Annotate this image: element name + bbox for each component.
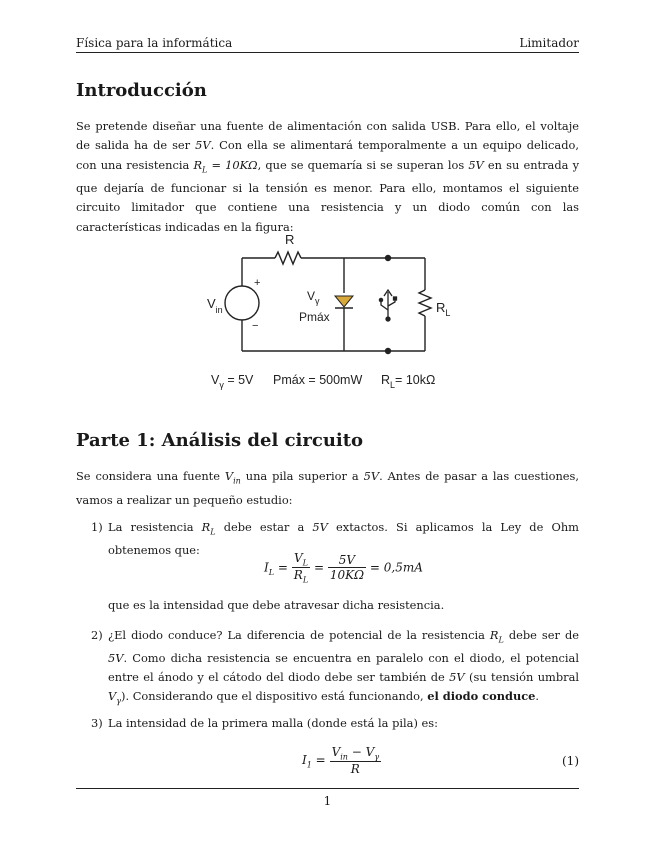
caption-rl: $R_L= 10k\Omega$ bbox=[381, 373, 436, 390]
junction-dot-top bbox=[385, 255, 391, 261]
label-vin: $V_{in}$ bbox=[207, 296, 223, 315]
junction-dot-bottom bbox=[385, 348, 391, 354]
footer-rule bbox=[76, 788, 579, 789]
equation-first-mesh: $I_1$ = $\frac{V_{in} - V_\gamma}{R}$ bbox=[302, 745, 380, 777]
label-plus: + bbox=[254, 277, 261, 289]
label-minus: − bbox=[252, 320, 259, 332]
part1-intro-paragraph: Se considera una fuente $V_{in}$ una pila superior a 5V. Antes de pasar a las cuestiones, vamos a realizar un pequeño estudio: bbox=[76, 469, 579, 507]
label-rl: $R_L$ bbox=[436, 300, 451, 318]
usb-icon bbox=[379, 290, 396, 321]
section-title-parte1: Parte 1: Análisis del circuito bbox=[76, 430, 364, 451]
section-title-introduccion: Introducción bbox=[76, 80, 207, 101]
list-item-3: 3) La intensidad de la primera malla (donde está la pila) es: bbox=[91, 716, 438, 730]
voltage-source-symbol bbox=[225, 286, 259, 320]
limiter-circuit-diagram bbox=[195, 228, 457, 392]
equation-ohm-law: $I_L$ = $\frac{V_L}{R_L}$ = $\frac{5V}{10K\Omega}$ = 0,5mA bbox=[264, 551, 423, 585]
diode-symbol bbox=[335, 296, 353, 307]
list-item-1-followup: que es la intensidad que debe atravesar dicha resistencia. bbox=[108, 598, 445, 612]
header-topic: Limitador bbox=[519, 36, 579, 50]
label-pmax: Pmáx bbox=[299, 310, 330, 324]
intro-paragraph: Se pretende diseñar una fuente de alimentación con salida USB. Para ello, el voltaje de salida ha de ser 5V. Con ella se alimentará temporalmente a un equipo delicado, con una resistencia $R_L = 10K\Omega$, que se quemaría si se superan los 5V en su entrada y que dejaría de funcionar si la tensión es menor. Para ello, montamos el siguiente circuito limitador que contiene una resistencia y un diodo común con las características indicadas en la figura: bbox=[76, 119, 580, 234]
page-number: 1 bbox=[323, 794, 332, 808]
list-item-2: 2) ¿El diodo conduce? La diferencia de potencial de la resistencia $R_L$ debe ser de 5V. Como dicha resistencia se encuentra en paralelo con el diodo, el potencial entre el ánodo y el cátodo del diodo debe ser también de 5V (su tensión umbral $V_\gamma$). Considerando que el dispositivo está funcionando, el diodo conduce. bbox=[91, 628, 580, 706]
circuit-wires bbox=[242, 252, 431, 351]
label-vgamma: $V_\gamma$ bbox=[307, 289, 320, 306]
resistor-r-symbol bbox=[275, 252, 301, 264]
list-item-1: 1) La resistencia $R_L$ debe estar a 5V extactos. Si aplicamos la Ley de Ohm obtenemos que: bbox=[91, 520, 579, 558]
equation-number: (1) bbox=[562, 754, 579, 768]
label-r: R bbox=[285, 232, 295, 247]
resistor-rl-symbol bbox=[419, 290, 431, 316]
caption-pmax: Pmáx = 500mW bbox=[273, 373, 363, 387]
header-course: Física para la informática bbox=[76, 36, 233, 50]
running-header bbox=[76, 34, 579, 53]
caption-vgamma: $V_\gamma = 5V$ bbox=[211, 373, 254, 390]
